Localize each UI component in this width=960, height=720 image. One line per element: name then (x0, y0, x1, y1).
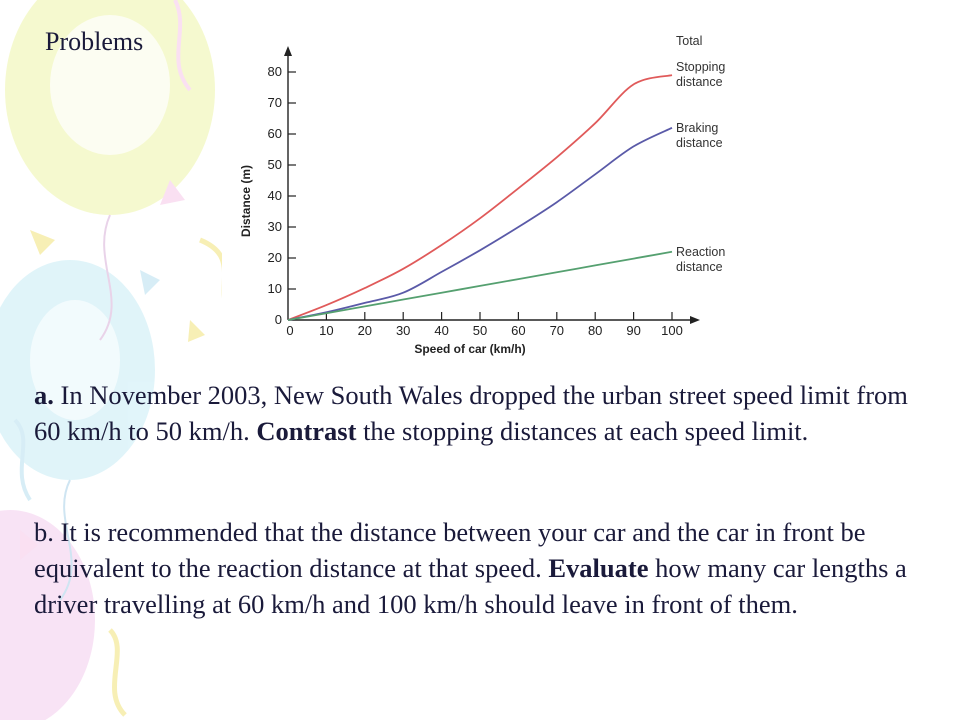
chart-axes (239, 46, 700, 356)
x-tick-label: 10 (319, 323, 334, 338)
legend-header: Total (676, 34, 703, 48)
series-label: distance (676, 259, 723, 274)
y-tick-label: 10 (267, 281, 282, 296)
y-tick-label: 30 (267, 219, 282, 234)
question-b-text-2: how many car lengths a driver travelling at 60 km/h and 100 km/h should leave in front of them. (34, 553, 907, 619)
question-b (34, 514, 914, 622)
question-a-bold: Contrast (256, 416, 357, 446)
confetti-piece-icon (188, 320, 205, 342)
series-label: distance (676, 135, 723, 150)
y-tick-label: 60 (267, 126, 282, 141)
series-label: Stopping (676, 60, 726, 75)
x-tick-label: 80 (587, 323, 603, 338)
x-tick-label: 90 (626, 323, 641, 338)
series-line-stopping-distance (288, 75, 672, 320)
question-a-text-1: In November 2003, New South Wales dropped the urban street speed limit from 60 km/h to 50 km/h. (34, 380, 908, 446)
y-tick-label: 50 (267, 157, 282, 172)
chart-series-lines (288, 75, 672, 320)
confetti-piece-icon (140, 270, 160, 295)
confetti-piece-icon (30, 230, 55, 255)
chart-legend-labels (676, 34, 725, 274)
x-tick-label: 60 (511, 323, 526, 338)
y-tick-label: 20 (267, 250, 282, 265)
x-tick-label: 20 (357, 323, 373, 338)
series-label: Reaction (676, 244, 726, 259)
y-axis-label: Distance (m) (239, 164, 253, 238)
x-tick-label: 30 (395, 323, 411, 338)
y-tick-label: 40 (267, 188, 282, 203)
x-tick-label: 100 (661, 323, 683, 338)
question-a (34, 377, 914, 449)
x-tick-label: 40 (434, 323, 449, 338)
series-line-braking-distance (288, 128, 672, 320)
question-a-prefix: a. (34, 380, 54, 410)
series-label: distance (676, 75, 723, 90)
x-axis-arrow-icon (690, 316, 700, 324)
y-tick-label: 70 (267, 95, 282, 110)
question-b-text-1: b. It is recommended that the distance between your car and the car in front be equivalent to the reaction distance at that speed. (34, 517, 866, 583)
x-axis-label: Speed of car (km/h) (414, 342, 526, 356)
y-tick-label: 80 (267, 64, 282, 79)
stopping-distance-chart (222, 15, 740, 367)
x-tick-label: 50 (472, 323, 488, 338)
slide-title: Problems (45, 27, 144, 56)
y-tick-label: 0 (274, 312, 282, 327)
y-axis-arrow-icon (284, 46, 292, 56)
series-line-reaction-distance (288, 252, 672, 320)
x-tick-label: 0 (286, 323, 294, 338)
question-a-text-2: the stopping distances at each speed limit. (356, 416, 809, 446)
question-b-bold: Evaluate (548, 553, 649, 583)
series-label: Braking (676, 120, 719, 135)
chart-svg (222, 15, 740, 367)
x-tick-label: 70 (549, 323, 565, 338)
confetti-streamer-icon (110, 630, 125, 715)
